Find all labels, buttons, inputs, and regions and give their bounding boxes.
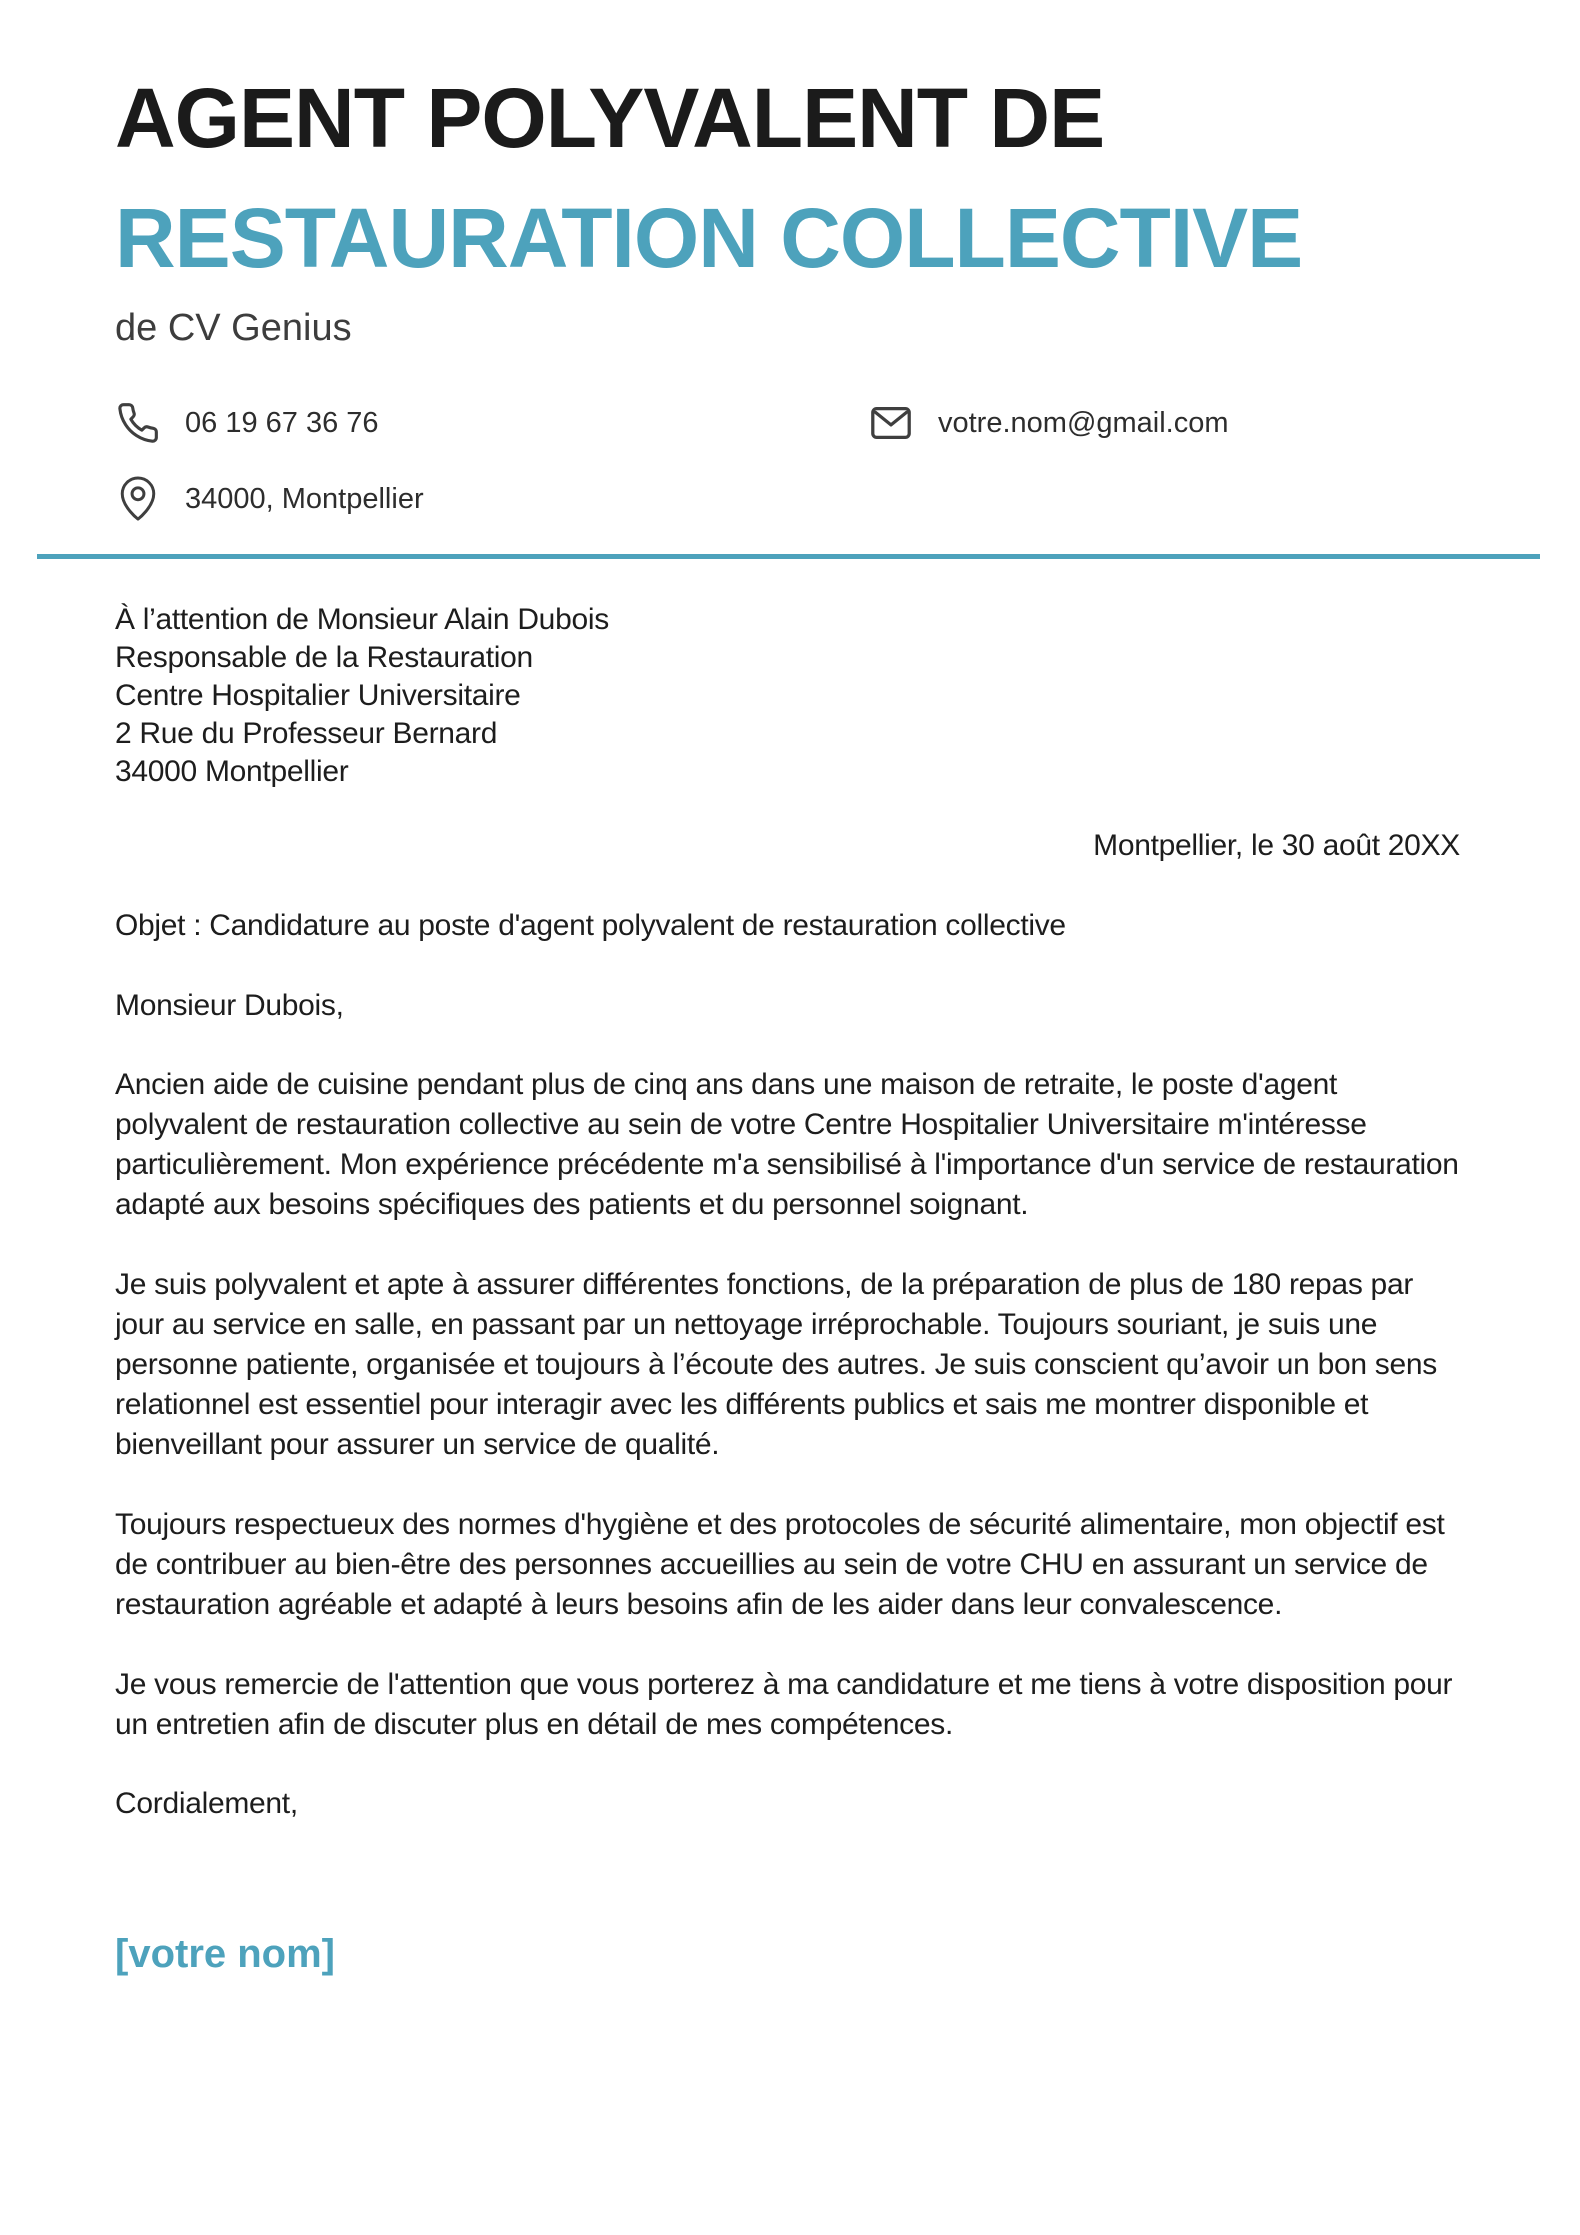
body-paragraph-3: Toujours respectueux des normes d'hygiène et des protocoles de sécurité alimentaire, mon objectif est de contribuer au bien-être des personnes accueillies au sein de votre CHU en assurant un service de restauration agréable et adapté à leurs besoins afin de les aider dans leur convalescence.	[115, 1508, 1445, 1621]
date-line: Montpellier, le 30 août 20XX	[1093, 829, 1460, 862]
contact-info	[115, 398, 1460, 524]
contact-email	[868, 398, 1460, 448]
recipient-line: Responsable de la Restauration	[115, 641, 533, 674]
recipient-line: 2 Rue du Professeur Bernard	[115, 717, 498, 750]
recipient-block	[115, 601, 1460, 791]
closing: Cordialement,	[115, 1787, 298, 1820]
body-paragraph-4: Je vous remercie de l'attention que vous porterez à ma candidature et me tiens à votre disposition pour un entretien afin de discuter plus en détail de mes compétences.	[115, 1668, 1453, 1741]
page-title-line1: AGENT POLYVALENT DE	[115, 71, 1105, 165]
signature-placeholder: [votre nom]	[115, 1932, 335, 1976]
phone-number: 06 19 67 36 76	[185, 406, 379, 439]
body-paragraph-1: Ancien aide de cuisine pendant plus de cinq ans dans une maison de retraite, le poste d'agent polyvalent de restauration collective au sein de votre Centre Hospitalier Universitaire m'intéresse particulièrement. Mon expérience précédente m'a sensibilisé à l'importance d'un service de restauration adapté aux besoins spécifiques des patients et du personnel soignant.	[115, 1068, 1459, 1221]
location-text: 34000, Montpellier	[185, 482, 424, 515]
divider	[37, 554, 1540, 559]
page-title-line2: RESTAURATION COLLECTIVE	[115, 191, 1303, 285]
page-subtitle: de CV Genius	[115, 307, 352, 349]
body-paragraph-2: Je suis polyvalent et apte à assurer différentes fonctions, de la préparation de plus de 180 repas par jour au service en salle, en passant par un nettoyage irréprochable. Toujours souriant, je suis une personne patiente, organisée et toujours à l’écoute des autres. Je suis conscient qu’avoir un bon sens relationnel est essentiel pour interagir avec les différents publics et sais me montrer disponible et bienveillant pour assurer un service de qualité.	[115, 1268, 1437, 1461]
recipient-line: Centre Hospitalier Universitaire	[115, 679, 521, 712]
subject-line: Objet : Candidature au poste d'agent polyvalent de restauration collective	[115, 909, 1066, 942]
letter-header	[115, 70, 1460, 352]
contact-phone	[115, 398, 868, 448]
contact-location	[115, 474, 868, 524]
email-address: votre.nom@gmail.com	[938, 406, 1229, 439]
phone-icon	[115, 398, 161, 448]
recipient-line: À l’attention de Monsieur Alain Dubois	[115, 603, 609, 636]
salutation: Monsieur Dubois,	[115, 989, 344, 1022]
location-pin-icon	[115, 474, 161, 524]
recipient-line: 34000 Montpellier	[115, 755, 349, 788]
mail-icon	[868, 398, 914, 448]
